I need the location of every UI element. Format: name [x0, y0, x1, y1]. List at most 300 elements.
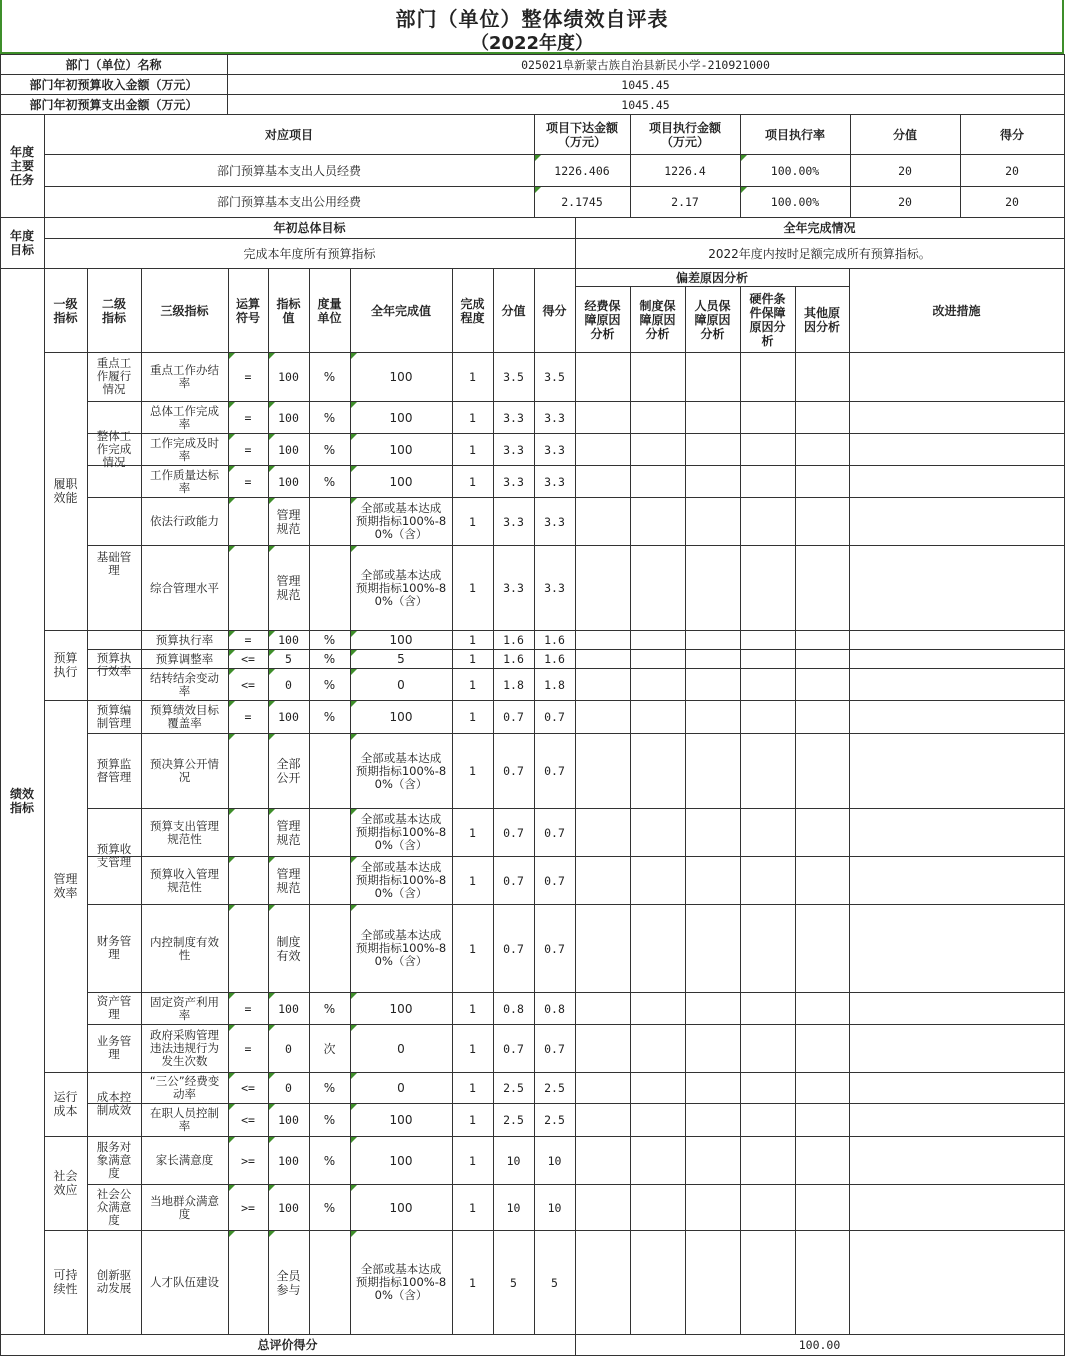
indicator-cell-text: 重点工作办结率 — [150, 363, 219, 390]
indicator-cell-text: 固定资产利用率 — [150, 994, 219, 1022]
indicator-cell — [268, 498, 309, 545]
indicator-cell — [228, 734, 268, 808]
indicator-header-6-text: 全年完成值 — [370, 303, 431, 318]
cell-marker — [351, 353, 357, 359]
task-cell — [534, 155, 630, 186]
indicator-cell — [493, 402, 534, 433]
indicator-cell — [452, 631, 493, 649]
level2-cell — [87, 904, 141, 992]
indicator-cell — [452, 498, 493, 545]
goal-completion-text-text: 2022年度内按时足额完成所有预算指标。 — [708, 246, 931, 261]
indicator-cell-text: 全部或基本达成预期指标100%-80%（含） — [355, 1262, 447, 1302]
indicator-header-7-text: 完成程度 — [460, 296, 485, 325]
indicator-cell-text: 100 — [278, 710, 299, 724]
cell-marker — [229, 1185, 235, 1191]
cell-marker — [269, 546, 275, 552]
indicator-cell — [309, 631, 350, 649]
indicator-cell-text: 人才队伍建设 — [150, 1275, 219, 1289]
indicator-cell-text: 1 — [469, 370, 476, 384]
indicator-cell — [141, 1025, 228, 1072]
level2-cell-text: 业务管理 — [96, 1034, 132, 1061]
indicator-cell-text: 结转结余变动率 — [150, 670, 219, 698]
indicator-cell — [493, 669, 534, 700]
level2-cell — [87, 630, 141, 700]
task-cell-text: 部门预算基本支出人员经费 — [216, 163, 361, 178]
cell-marker — [269, 402, 275, 408]
level2-cell — [87, 700, 141, 733]
indicator-cell — [452, 650, 493, 668]
cell-marker — [229, 1231, 235, 1237]
deviation-col-1-text: 制度保障原因分析 — [639, 298, 676, 341]
indicator-header-9 — [534, 269, 575, 352]
cell-marker — [269, 905, 275, 911]
level2-cell-text: 预算收支管理 — [96, 842, 132, 869]
task-cell-text: 20 — [898, 163, 912, 178]
indicator-cell-text: 10 — [547, 1153, 562, 1168]
indicator-cell-text: 5 — [285, 652, 292, 666]
cell-marker — [351, 669, 357, 675]
indicator-header-5-text: 度量单位 — [317, 296, 342, 325]
indicator-cell-text: 1 — [469, 1275, 476, 1290]
indicator-cell — [309, 905, 350, 992]
indicator-header-3-text: 运算符号 — [235, 296, 260, 325]
level1-cell — [44, 1136, 87, 1230]
indicator-cell — [534, 402, 575, 433]
indicator-cell-text: % — [323, 1153, 336, 1168]
indicator-cell — [534, 857, 575, 904]
indicator-cell-text: = — [244, 1041, 252, 1056]
indicator-cell-text: 100 — [389, 370, 413, 384]
indicator-cell-text: 100 — [278, 474, 299, 489]
indicator-cell — [268, 1185, 309, 1230]
indicator-cell — [141, 434, 228, 465]
indicator-cell — [141, 650, 228, 668]
deviation-col-2 — [685, 287, 740, 352]
indicator-header-0-text: 一级指标 — [53, 296, 78, 325]
total-label-text: 总评价得分 — [257, 1338, 318, 1352]
indicators-section-label — [0, 268, 44, 1334]
indicator-cell — [350, 1073, 452, 1103]
cell-marker — [229, 701, 235, 707]
indicator-cell — [493, 734, 534, 808]
level1-cell-text: 预算执行 — [53, 651, 78, 679]
indicator-cell-text: <= — [241, 677, 255, 692]
indicator-cell — [452, 1104, 493, 1136]
page-subtitle: （2022年度） — [470, 33, 594, 54]
indicator-cell-text: % — [323, 1001, 336, 1016]
task-cell — [960, 187, 1064, 217]
indicator-cell — [493, 1025, 534, 1072]
indicator-cell — [350, 1185, 452, 1230]
level2-cell-text: 预算编制管理 — [96, 702, 132, 730]
indicator-cell — [452, 905, 493, 992]
indicator-cell-text: 2.5 — [503, 1113, 524, 1127]
indicator-header-8-text: 分值 — [501, 303, 526, 318]
cell-marker — [351, 1025, 357, 1031]
cell-marker — [229, 669, 235, 675]
indicator-cell — [228, 1025, 268, 1072]
indicator-cell — [228, 1231, 268, 1334]
indicator-cell-text: 0 — [285, 677, 292, 692]
indicator-cell — [268, 1231, 309, 1334]
indicator-cell — [493, 905, 534, 992]
indicator-cell-text: 0.7 — [544, 825, 565, 840]
level1-cell — [44, 1230, 87, 1334]
cell-marker — [351, 734, 357, 740]
indicator-cell — [350, 857, 452, 904]
indicator-cell-text: 1.8 — [544, 677, 565, 692]
indicator-cell — [534, 434, 575, 465]
indicator-cell-text: 1 — [469, 1041, 476, 1056]
indicator-cell-text: % — [323, 1200, 336, 1215]
indicator-cell — [309, 1073, 350, 1103]
indicator-cell-text: 100 — [389, 710, 413, 724]
deviation-col-2-text: 人员保障原因分析 — [694, 298, 731, 341]
indicator-cell-text: 100 — [278, 1113, 299, 1127]
task-header-5 — [960, 115, 1064, 154]
indicator-cell — [493, 1104, 534, 1136]
indicator-cell-text: 1 — [469, 1001, 476, 1016]
level2-cell — [87, 1230, 141, 1334]
indicator-header-1 — [87, 269, 141, 352]
indicators-section-label-text: 绩效指标 — [9, 787, 34, 815]
indicator-cell-text: 2.5 — [544, 1113, 565, 1127]
expense-label — [0, 95, 227, 114]
indicator-cell-text: 当地群众满意度 — [150, 1193, 219, 1221]
improve-header — [849, 269, 1064, 352]
level2-cell-text: 重点工作履行情况 — [96, 356, 132, 396]
task-header-0-text: 对应项目 — [264, 127, 313, 142]
indicator-header-2-text: 三级指标 — [160, 303, 209, 318]
indicator-cell-text: 1 — [469, 410, 476, 425]
cell-marker — [269, 631, 275, 637]
indicator-cell — [309, 1104, 350, 1136]
task-cell — [850, 187, 960, 217]
indicator-cell-text: 3.3 — [503, 514, 524, 529]
cell-marker — [269, 1137, 275, 1143]
indicator-cell-text: 100 — [278, 1001, 299, 1016]
indicator-cell-text: = — [244, 633, 252, 647]
level2-cell — [87, 808, 141, 904]
indicator-cell-text: 制度有效 — [276, 934, 301, 963]
indicator-cell — [452, 734, 493, 808]
indicator-cell — [452, 434, 493, 465]
cell-marker — [229, 1025, 235, 1031]
deviation-col-3 — [740, 287, 795, 352]
indicator-cell — [350, 1104, 452, 1136]
level2-cell — [87, 497, 141, 630]
indicator-cell — [141, 1073, 228, 1103]
cell-marker — [229, 857, 235, 863]
level2-cell-text: 预算执行效率 — [96, 651, 132, 678]
indicator-cell — [268, 809, 309, 856]
indicator-cell — [350, 669, 452, 700]
deviation-col-0 — [575, 287, 630, 352]
goal-initial-text-text: 完成本年度所有预算指标 — [243, 246, 376, 261]
indicator-cell-text: 1 — [469, 514, 476, 529]
indicator-cell — [309, 466, 350, 497]
level2-cell-text: 资产管理 — [96, 994, 132, 1021]
task-cell — [44, 155, 534, 186]
indicator-cell-text: 0.7 — [544, 941, 565, 956]
indicator-cell — [350, 434, 452, 465]
cell-marker — [351, 466, 357, 472]
indicator-cell — [309, 809, 350, 856]
indicator-cell — [493, 353, 534, 401]
task-cell — [630, 155, 740, 186]
indicator-cell — [309, 546, 350, 630]
level2-cell — [87, 992, 141, 1024]
indicator-header-7 — [452, 269, 493, 352]
cell-marker — [229, 631, 235, 637]
indicator-cell-text: 100 — [278, 1200, 299, 1215]
indicator-cell-text: 管理规范 — [276, 866, 301, 895]
cell-marker — [269, 434, 275, 440]
indicator-cell-text: 100 — [278, 370, 299, 384]
improve-header-text: 改进措施 — [932, 303, 981, 318]
indicator-cell — [534, 993, 575, 1024]
indicator-cell — [141, 1104, 228, 1136]
level1-cell-text: 管理效率 — [53, 872, 78, 900]
indicator-cell-text: 预算执行率 — [155, 632, 214, 647]
indicator-cell — [268, 353, 309, 401]
indicator-header-5 — [309, 269, 350, 352]
indicator-cell-text: 2.5 — [503, 1081, 524, 1095]
indicator-cell — [141, 669, 228, 700]
indicator-cell-text: 5 — [510, 1275, 517, 1290]
indicator-cell — [493, 498, 534, 545]
total-label — [0, 1335, 575, 1355]
indicator-cell — [350, 905, 452, 992]
indicator-cell-text: 1 — [469, 633, 476, 647]
indicator-cell-text: 1 — [469, 1153, 476, 1168]
indicator-cell-text: 0.7 — [503, 873, 524, 888]
indicator-cell — [534, 1231, 575, 1334]
grid-line — [1064, 54, 1065, 1356]
expense-value-text: 1045.45 — [621, 97, 670, 112]
indicator-cell-text: 1 — [469, 873, 476, 888]
indicator-cell — [350, 466, 452, 497]
indicator-cell — [534, 734, 575, 808]
dept-name-label — [0, 55, 227, 74]
indicator-header-0 — [44, 269, 87, 352]
indicator-cell-text: 0.7 — [503, 764, 524, 778]
indicator-cell-text: 3.3 — [544, 581, 565, 595]
indicator-header-2 — [141, 269, 228, 352]
cell-marker — [269, 669, 275, 675]
level2-cell — [87, 1024, 141, 1072]
indicator-cell — [141, 1137, 228, 1184]
indicator-header-8 — [493, 269, 534, 352]
cell-marker — [351, 498, 357, 504]
cell-marker — [229, 434, 235, 440]
indicator-cell-text: % — [323, 710, 336, 724]
indicator-header-9-text: 得分 — [542, 303, 567, 318]
task-cell-text: 100.00% — [770, 163, 820, 178]
indicator-cell-text: 全部或基本达成预期指标100%-80%（含） — [355, 860, 447, 900]
task-header-4-text: 分值 — [892, 127, 917, 142]
indicator-cell — [350, 546, 452, 630]
indicator-cell-text: 3.3 — [503, 410, 524, 425]
indicator-cell — [228, 857, 268, 904]
cell-marker — [229, 546, 235, 552]
title-banner — [0, 0, 1064, 54]
indicator-cell — [350, 353, 452, 401]
indicator-cell — [493, 701, 534, 733]
indicator-cell-text: 1.6 — [544, 633, 565, 647]
indicator-cell-text: <= — [241, 1081, 255, 1095]
task-cell — [960, 155, 1064, 186]
grid-line — [849, 268, 850, 1334]
indicator-cell — [493, 857, 534, 904]
level1-cell — [44, 630, 87, 700]
indicator-cell-text: 全部或基本达成预期指标100%-80%（含） — [355, 812, 447, 852]
task-cell-text: 部门预算基本支出公用经费 — [216, 195, 361, 209]
task-cell-text: 20 — [1005, 163, 1019, 178]
indicator-cell — [534, 701, 575, 733]
cell-marker — [351, 809, 357, 815]
cell-marker — [229, 466, 235, 472]
cell-marker — [351, 993, 357, 999]
indicator-cell-text: 次 — [323, 1041, 336, 1056]
cell-marker — [229, 498, 235, 504]
indicator-cell — [350, 1025, 452, 1072]
cell-marker — [229, 1104, 235, 1110]
indicator-cell — [228, 905, 268, 992]
indicator-cell — [141, 498, 228, 545]
indicator-cell-text: 100 — [389, 1001, 413, 1016]
indicator-cell-text: 全部或基本达成预期指标100%-80%（含） — [355, 928, 447, 968]
level2-cell-text: 预算监督管理 — [96, 756, 132, 784]
indicator-cell-text: 100 — [389, 1200, 413, 1215]
task-cell — [850, 155, 960, 186]
goal-completion-header — [575, 218, 1064, 238]
indicator-cell — [268, 857, 309, 904]
indicator-cell-text: 3.3 — [544, 514, 565, 529]
cell-marker — [269, 466, 275, 472]
indicator-cell-text: 100 — [389, 1113, 413, 1127]
indicator-header-4-text: 指标值 — [276, 296, 301, 325]
indicator-cell — [493, 1231, 534, 1334]
indicator-cell-text: 政府采购管理违法违规行为发生次数 — [150, 1028, 219, 1068]
indicator-cell — [141, 857, 228, 904]
deviation-header-text: 偏差原因分析 — [675, 270, 748, 285]
indicator-cell-text: 100 — [389, 442, 413, 457]
level1-cell-text: 社会效应 — [53, 1169, 78, 1197]
indicator-cell-text: 1 — [469, 710, 476, 724]
indicator-cell-text: 100 — [389, 633, 413, 647]
cell-marker — [741, 155, 747, 161]
indicator-cell — [141, 631, 228, 649]
indicator-cell-text: 3.3 — [503, 581, 524, 595]
indicator-cell-text: 1 — [469, 1200, 476, 1215]
cell-marker — [229, 905, 235, 911]
expense-value — [227, 95, 1064, 114]
indicator-cell — [534, 466, 575, 497]
indicator-cell-text: 0.8 — [544, 1001, 565, 1016]
indicator-cell-text: 0.7 — [544, 710, 565, 724]
indicator-cell — [309, 434, 350, 465]
indicator-cell-text: 管理规范 — [276, 507, 301, 536]
indicator-cell-text: 3.3 — [544, 474, 565, 489]
indicator-cell-text: 预算调整率 — [155, 651, 214, 666]
deviation-col-1 — [630, 287, 685, 352]
deviation-col-4-text: 其他原因分析 — [803, 305, 840, 334]
level1-cell — [44, 700, 87, 1072]
indicator-cell-text: 管理规范 — [276, 574, 301, 602]
indicator-header-1-text: 二级指标 — [101, 296, 126, 325]
indicator-cell-text: 0.7 — [503, 941, 524, 956]
level2-cell — [87, 352, 141, 401]
indicator-cell-text: 内控制度有效性 — [150, 934, 219, 962]
indicator-cell-text: 0.7 — [544, 1041, 565, 1056]
indicator-cell — [309, 402, 350, 433]
level2-cell-text: 整体工作完成情况 — [96, 428, 132, 469]
indicator-cell-text: 1 — [469, 1081, 476, 1095]
cell-marker — [351, 905, 357, 911]
level2-cell-text: 财务管理 — [96, 934, 132, 961]
indicator-cell — [309, 1185, 350, 1230]
indicator-cell — [493, 993, 534, 1024]
cell-marker — [535, 155, 541, 161]
income-value-text: 1045.45 — [621, 77, 670, 92]
indicator-cell — [141, 701, 228, 733]
indicator-cell — [452, 1185, 493, 1230]
indicator-cell — [534, 1104, 575, 1136]
indicator-cell — [350, 734, 452, 808]
indicator-header-3 — [228, 269, 268, 352]
indicator-cell — [534, 1137, 575, 1184]
indicator-cell-text: % — [323, 474, 336, 489]
goal-completion-header-text: 全年完成情况 — [783, 221, 856, 235]
indicator-cell-text: 依法行政能力 — [150, 514, 219, 528]
grid-line — [740, 286, 741, 1334]
tasks-section-label-text: 年度主要任务 — [9, 144, 34, 187]
cell-marker — [351, 1104, 357, 1110]
indicator-cell-text: 10 — [506, 1153, 521, 1168]
goal-initial-header — [44, 218, 575, 238]
task-header-3 — [740, 115, 850, 154]
indicator-cell — [228, 546, 268, 630]
indicator-cell-text: 综合管理水平 — [150, 580, 219, 595]
indicator-cell — [350, 498, 452, 545]
task-cell-text: 2.1745 — [561, 195, 603, 209]
indicator-cell-text: % — [323, 1113, 336, 1127]
indicator-cell — [350, 631, 452, 649]
cell-marker — [535, 187, 541, 193]
indicator-cell — [268, 1025, 309, 1072]
cell-marker — [351, 1137, 357, 1143]
tasks-section-label — [0, 114, 44, 217]
task-cell — [740, 187, 850, 217]
level1-cell — [44, 1072, 87, 1136]
cell-marker — [269, 1185, 275, 1191]
indicator-cell — [309, 701, 350, 733]
task-cell — [740, 155, 850, 186]
indicator-cell — [141, 734, 228, 808]
level2-cell-text: 社会公众满意度 — [96, 1186, 132, 1227]
indicator-cell — [228, 353, 268, 401]
indicator-cell-text: >= — [241, 1200, 255, 1215]
level2-cell-text: 创新驱动发展 — [96, 1268, 132, 1295]
cell-marker — [269, 993, 275, 999]
indicator-cell — [309, 353, 350, 401]
indicator-cell-text: 预算绩效目标覆盖率 — [150, 703, 219, 730]
indicator-cell-text: 全部或基本达成预期指标100%-80%（含） — [355, 501, 447, 541]
task-cell-text: 1226.406 — [554, 163, 610, 178]
task-header-1 — [534, 115, 630, 154]
level2-cell — [87, 1184, 141, 1230]
